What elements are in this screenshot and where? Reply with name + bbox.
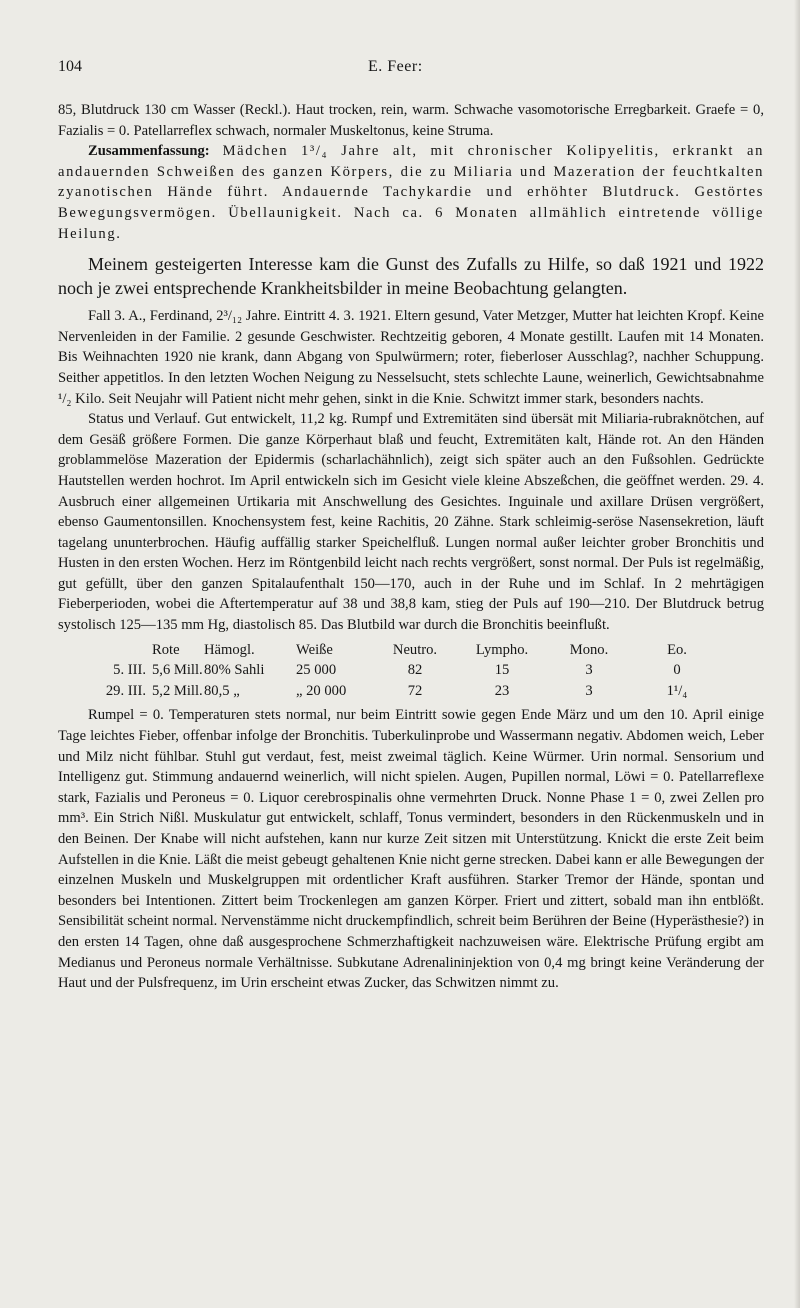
table-header-row xyxy=(58,640,724,661)
table-cell: 82 xyxy=(407,662,423,679)
table-cell: 1¹/₄ xyxy=(666,682,688,699)
table-cell: 29. III. xyxy=(105,682,146,699)
table-cell: 23 xyxy=(494,682,510,699)
paragraph-status: Status und Verlauf. Gut entwickelt, 11,2 kg. Rumpf und Extremitäten sind übersät mit Miliaria-rubraknötchen, auf dem Gesäß größere Formen. Die ganze Körperhaut blaß und feucht, Extremitäten kalt, Hände rot. An den Händen groblammelöse Mazeration der Epidermis (scharlachähnlich), zeigt sich später auch an den Fußsohlen. Gedrückte Hautstellen werden hochrot. Im April entwickeln sich im Gesicht viele kleine Abszeßchen, die geöffnet werden. 29. 4. Ausbruch einer allgemeinen Urtikaria mit Anschwellung des Gesichtes. Inguinale und axillare Drüsen vergrößert, ebenso Gaumentonsillen. Knochensystem fest, keine Rachitis, 20 Zähne. Stark schleimig-seröse Nasensekretion, läuft tagelang ununterbrochen. Häufig auffällig starker Speichelfluß. Lungen normal außer leichter grober Bronchitis und Husten in den ersten Wochen. Herz im Röntgenbild leicht nach rechts vergrößert, sonst normal. Der Puls ist regelmäßig, gut gefüllt, über den ganzen Spitalaufenthalt 150—170, auch in der Ruhe und im Schlaf. In 2 mehrtägigen Fieberperioden, wobei die Aftertemperatur auf 38 und 38,8 kam, stieg der Puls auf 190—210. Der Blutdruck betrug systolisch 125—135 mm Hg, diastolisch 85. Das Blutbild war durch die Bronchitis beeinflußt. xyxy=(58,411,764,634)
table-cell: 25 000 xyxy=(296,662,337,679)
running-title: E. Feer: xyxy=(368,58,423,75)
table-cell: 80,5 „ xyxy=(204,682,240,699)
table-cell: 3 xyxy=(585,662,593,679)
table-cell: 72 xyxy=(407,682,423,699)
paragraph-summary xyxy=(58,141,764,244)
table-row xyxy=(58,660,724,681)
paragraph-case-end: 85, Blutdruck 130 cm Wasser (Reckl.). Haut trocken, rein, warm. Schwache vasomotorische Erregbarkeit. Graefe = 0, Fazialis = 0. Patellarreflex schwach, normaler Muskeltonus, keine Struma. xyxy=(58,102,764,139)
article-body xyxy=(58,100,764,994)
table-header: Weiße xyxy=(296,641,333,658)
table-row xyxy=(58,681,724,702)
table-header: Mono. xyxy=(569,641,609,658)
paragraph-case-3: Fall 3. A., Ferdinand, 2³/₁₂ Jahre. Eintritt 4. 3. 1921. Eltern gesund, Vater Metzger, Mutter hat leichten Kropf. Keine Nervenleiden in der Familie. 2 gesunde Geschwister. Rechtzeitig geboren, 4 Monate gestillt. Laufen mit 14 Monaten. Bis Weihnachten 1920 nie krank, dann Abgang von Spulwürmern; roter, fieberloser Ausschlag?, nachher Schuppung. Seither appetitlos. In den letzten Wochen Neigung zu Nesselsucht, stets schlechte Laune, weinerlich, Gewichtsabnahme ¹/₂ Kilo. Seit Neujahr will Patient nicht mehr gehen, sinkt in die Knie. Schwitzt immer stark, besonders nachts. xyxy=(58,308,764,407)
table-cell: 5,6 Mill. xyxy=(152,662,203,679)
blood-count-table xyxy=(58,640,724,702)
table-header: Eo. xyxy=(667,641,687,658)
table-cell: 5. III. xyxy=(113,662,146,679)
table-cell: 15 xyxy=(494,662,510,679)
summary-text: Mädchen 1³/₄ Jahre alt, mit chronischer Kolipyelitis, erkrankt an andauernden Schweißen des ganzen Körpers, die zu Miliaria und Mazeration der feuchtkalten zyanotischen Hände führt. Andauernde Tachykardie und erhöhter Blutdruck. Gestörtes Bewegungsvermögen. Übellaunigkeit. Nach ca. 6 Monaten allmählich eintretende völlige Heilung. xyxy=(58,143,764,242)
page-number: 104 xyxy=(58,58,82,75)
page-header xyxy=(58,58,764,80)
table-cell: 0 xyxy=(673,662,681,679)
paragraph-findings: Rumpel = 0. Temperaturen stets normal, nur beim Eintritt sowie gegen Ende März und um den 10. April einige Tage leichtes Fieber, offenbar infolge der Bronchitis. Tuberkulinprobe und Wassermann negativ. Abdomen weich, Leber und Milz nicht fühlbar. Stuhl gut verdaut, fest, meist zweimal täglich. Keine Würmer. Urin normal. Sensorium und Intelligenz gut. Stimmung andauernd weinerlich, will nicht spielen. Augen, Pupillen normal, Löwi = 0. Patellarreflexe stark, Fazialis und Peroneus = 0. Liquor cerebrospinalis ohne vermehrten Druck. Nonne Phase 1 = 0, zwei Zellen pro mm³. Ein Strich Nißl. Muskulatur gut entwickelt, schlaff, Tonus vermindert, besonders in den Rückenmuskeln und in den Beinen. Der Knabe will nicht aufstehen, kann nur kurze Zeit sitzen mit Unterstützung. Knickt die erste Zeit beim Aufstellen in die Knie. Läßt die meist gebeugt gehaltenen Knie nicht gerne strecken. Dabei kann er alle Bewegungen der einzelnen Muskeln und Muskelgruppen mit ordentlicher Kraft ausführen. Starker Tremor der Hände, spontan und besonders bei Intentionen. Zittert beim Trockenlegen am ganzen Körper. Friert und zittert, sobald man ihn entblößt. Sensibilität scheint normal. Nervenstämme nicht druckempfindlich, schreit beim Berühren der Beine (Hyperästhesie?) in den ersten 14 Tagen, ohne daß ausgesprochene Schmerzhaftigkeit nachzuweisen wäre. Elektrische Prüfung ergibt am Medianus und Peroneus normale Verhältnisse. Subkutane Adrenalininjektion von 0,4 mg bringt keine Veränderung der Haut und der Pulsfrequenz, im Urin erscheint etwas Zucker, das Schwitzen nimmt zu. xyxy=(58,707,764,992)
page-edge-shadow xyxy=(794,0,800,1308)
table-cell: „ 20 000 xyxy=(296,682,347,699)
table-cell: 80% Sahli xyxy=(204,662,265,679)
table-cell: 3 xyxy=(585,682,593,699)
summary-lead: Zusammenfassung: xyxy=(88,143,210,160)
table-header: Rote xyxy=(152,641,180,658)
paragraph-intro: Meinem gesteigerten Interesse kam die Gunst des Zufalls zu Hilfe, so daß 1921 und 1922 noch je zwei entsprechende Krankheitsbilder in meine Beobachtung gelangten. xyxy=(58,254,764,299)
table-header: Lympho. xyxy=(475,641,529,658)
table-header: Neutro. xyxy=(392,641,438,658)
table-header: Hämogl. xyxy=(204,641,255,658)
table-cell: 5,2 Mill. xyxy=(152,682,203,699)
table-header xyxy=(58,640,152,661)
